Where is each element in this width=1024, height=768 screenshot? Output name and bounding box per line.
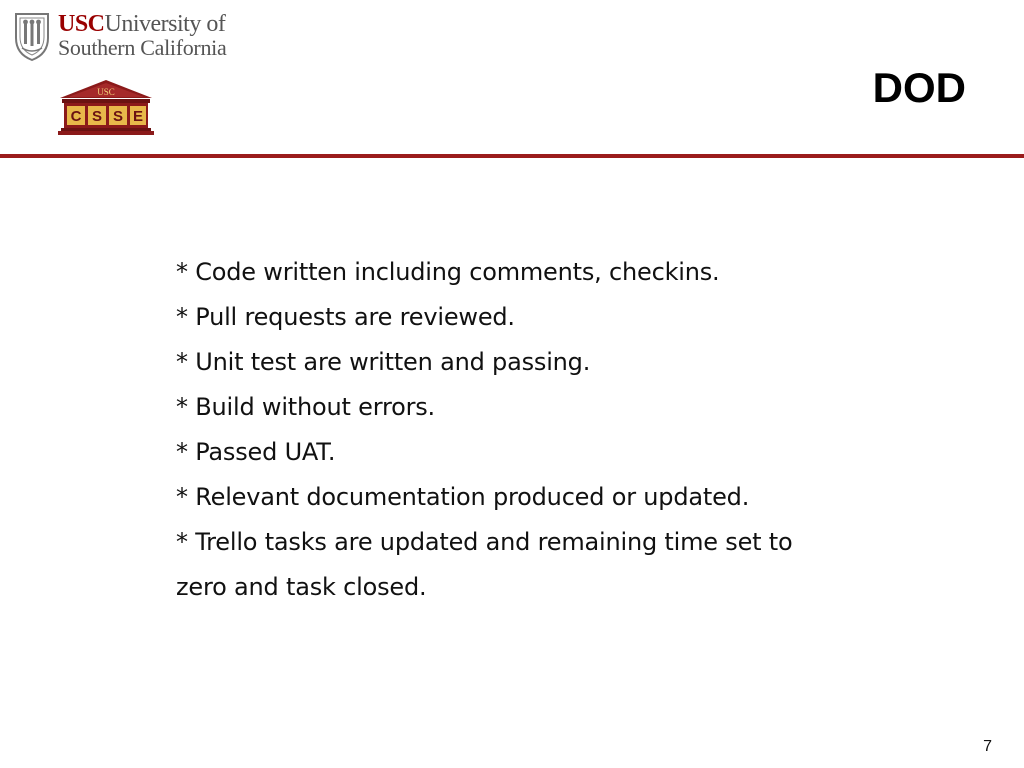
csse-top-label: USC (97, 87, 115, 97)
dod-item-build: * Build without errors. (176, 393, 435, 421)
csse-logo-icon (58, 78, 154, 136)
dod-item-trello: * Trello tasks are updated and remaining time set to (176, 528, 793, 556)
dod-item-uat: * Passed UAT. (176, 438, 336, 466)
csse-letter-s2: S (112, 108, 124, 125)
header-divider (0, 154, 1024, 158)
usc-wordmark (58, 12, 226, 60)
usc-abbreviation: USC (58, 11, 105, 37)
usc-logo (12, 10, 252, 66)
dod-item-code-written: * Code written including comments, checkins. (176, 258, 720, 286)
usc-university-of: University of (104, 11, 226, 37)
dod-item-trello-continued: zero and task closed. (176, 573, 427, 601)
usc-seal-icon (12, 10, 52, 62)
csse-letter-e: E (132, 108, 144, 125)
dod-list (176, 252, 856, 612)
csse-letter-c: C (70, 108, 82, 125)
slide-title: DOD (872, 64, 966, 111)
usc-southern-california: Southern California (58, 35, 227, 60)
csse-letter-s1: S (91, 108, 103, 125)
page-number: 7 (983, 738, 992, 755)
dod-item-unit-tests: * Unit test are written and passing. (176, 348, 591, 376)
dod-item-pull-requests: * Pull requests are reviewed. (176, 303, 515, 331)
dod-item-documentation: * Relevant documentation produced or updated. (176, 483, 750, 511)
